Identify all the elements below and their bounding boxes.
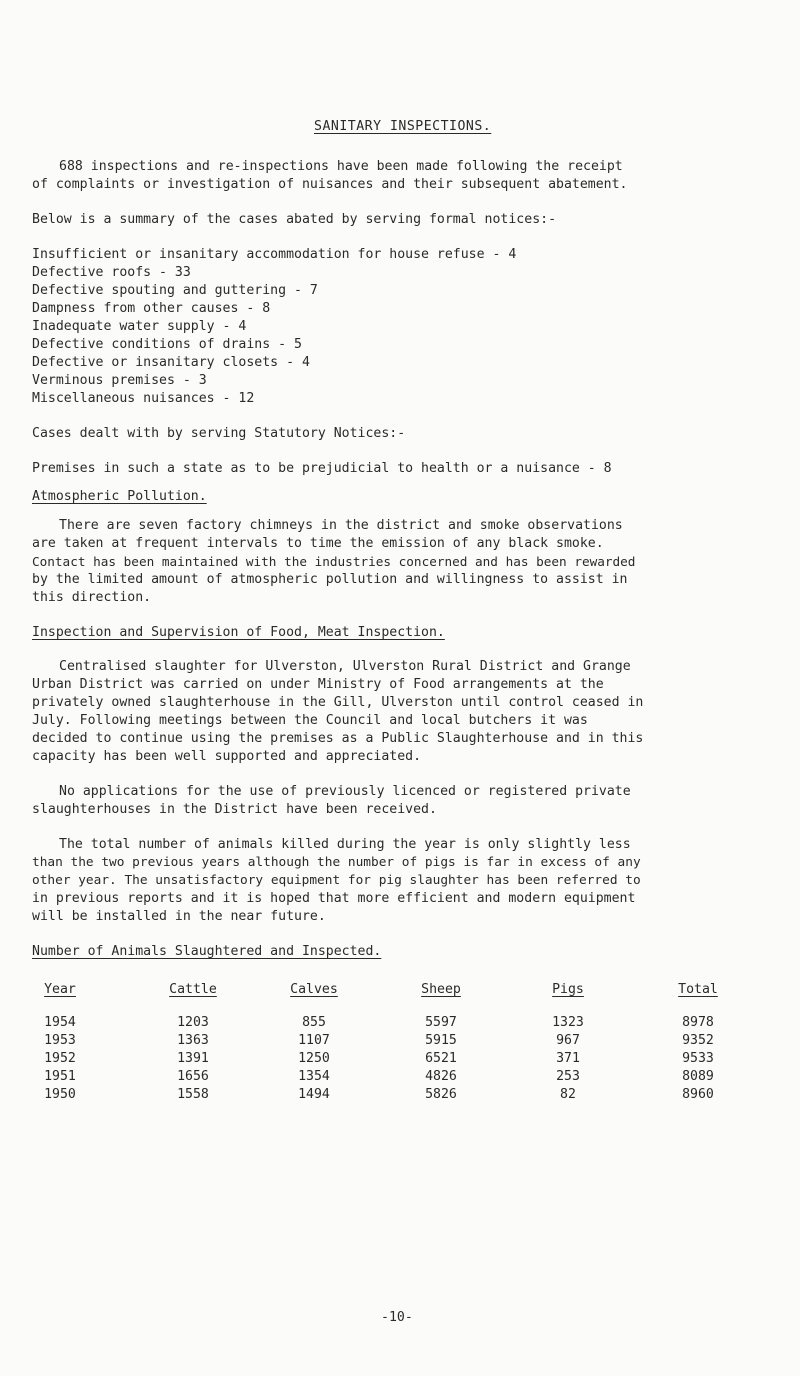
- table-heading: Number of Animals Slaughtered and Inspected.: [32, 944, 382, 959]
- food-p3-line-3: other year. The unsatisfactory equipment for pig slaughter has been referred to: [32, 873, 641, 888]
- list-item: Defective spouting and guttering - 7: [32, 283, 318, 298]
- food-p1-line-1: Centralised slaughter for Ulverston, Ulverston Rural District and Grange: [59, 659, 631, 674]
- cell-pigs: 253: [556, 1069, 580, 1084]
- cell-cattle: 1203: [177, 1015, 209, 1030]
- cell-calves: 1494: [298, 1087, 330, 1102]
- cell-calves: 1354: [298, 1069, 330, 1084]
- cell-cattle: 1558: [177, 1087, 209, 1102]
- list-item: Miscellaneous nuisances - 12: [32, 391, 255, 406]
- atmospheric-line-2: are taken at frequent intervals to time the emission of any black smoke.: [32, 536, 604, 551]
- table-row: [0, 1069, 800, 1087]
- food-p1-line-5: decided to continue using the premises as a Public Slaughterhouse and in this: [32, 731, 644, 746]
- table-row: [0, 1015, 800, 1033]
- intro-line-1: 688 inspections and re-inspections have been made following the receipt: [59, 159, 623, 174]
- cell-cattle: 1656: [177, 1069, 209, 1084]
- atmospheric-line-4: by the limited amount of atmospheric pollution and willingness to assist in: [32, 572, 628, 587]
- cell-year: 1953: [44, 1033, 76, 1048]
- cell-total: 8960: [682, 1087, 714, 1102]
- atmospheric-line-5: this direction.: [32, 590, 152, 605]
- cell-cattle: 1363: [177, 1033, 209, 1048]
- column-header-calves: Calves: [290, 982, 338, 997]
- cell-total: 8978: [682, 1015, 714, 1030]
- cell-year: 1952: [44, 1051, 76, 1066]
- cell-sheep: 5597: [425, 1015, 457, 1030]
- food-p2-line-2: slaughterhouses in the District have been received.: [32, 802, 437, 817]
- intro-line-2: of complaints or investigation of nuisances and their subsequent abatement.: [32, 177, 628, 192]
- list-item: Defective conditions of drains - 5: [32, 337, 302, 352]
- column-header-cattle: Cattle: [169, 982, 217, 997]
- food-p3-line-5: will be installed in the near future.: [32, 909, 326, 924]
- list-item: Verminous premises - 3: [32, 373, 207, 388]
- cell-calves: 1107: [298, 1033, 330, 1048]
- statutory-item: Premises in such a state as to be prejudicial to health or a nuisance - 8: [32, 461, 612, 476]
- cell-year: 1951: [44, 1069, 76, 1084]
- cell-sheep: 5915: [425, 1033, 457, 1048]
- food-p1-line-6: capacity has been well supported and appreciated.: [32, 749, 422, 764]
- food-p1-line-2: Urban District was carried on under Ministry of Food arrangements at the: [32, 677, 604, 692]
- cell-pigs: 1323: [552, 1015, 584, 1030]
- table-row: [0, 1087, 800, 1105]
- list-item: Inadequate water supply - 4: [32, 319, 247, 334]
- list-item: Insufficient or insanitary accommodation for house refuse - 4: [32, 247, 517, 262]
- cell-calves: 1250: [298, 1051, 330, 1066]
- atmospheric-line-3: Contact has been maintained with the industries concerned and has been rewarded: [32, 554, 636, 569]
- summary-intro: Below is a summary of the cases abated by serving formal notices:-: [32, 212, 557, 227]
- page-number: -10-: [381, 1310, 413, 1325]
- atmospheric-heading: Atmospheric Pollution.: [32, 489, 207, 504]
- table-row: [0, 1033, 800, 1051]
- cell-total: 9533: [682, 1051, 714, 1066]
- column-header-pigs: Pigs: [552, 982, 584, 997]
- cell-total: 9352: [682, 1033, 714, 1048]
- list-item: Defective or insanitary closets - 4: [32, 355, 310, 370]
- column-header-year: Year: [44, 982, 76, 997]
- column-header-total: Total: [678, 982, 718, 997]
- cell-sheep: 5826: [425, 1087, 457, 1102]
- food-p1-line-3: privately owned slaughterhouse in the Gill, Ulverston until control ceased in: [32, 695, 644, 710]
- table-row: [0, 1051, 800, 1069]
- page-title: SANITARY INSPECTIONS.: [314, 119, 492, 134]
- food-p3-line-4: in previous reports and it is hoped that more efficient and modern equipment: [32, 891, 636, 906]
- table-header-row: [0, 982, 800, 1000]
- cell-calves: 855: [302, 1015, 326, 1030]
- cell-year: 1954: [44, 1015, 76, 1030]
- food-p2-line-1: No applications for the use of previously licenced or registered private: [59, 784, 631, 799]
- cell-sheep: 4826: [425, 1069, 457, 1084]
- cell-total: 8089: [682, 1069, 714, 1084]
- cell-sheep: 6521: [425, 1051, 457, 1066]
- cell-year: 1950: [44, 1087, 76, 1102]
- statutory-intro: Cases dealt with by serving Statutory Notices:-: [32, 426, 406, 441]
- cell-pigs: 82: [560, 1087, 576, 1102]
- column-header-sheep: Sheep: [421, 982, 461, 997]
- food-p3-line-2: than the two previous years although the number of pigs is far in excess of any: [32, 855, 641, 870]
- food-heading: Inspection and Supervision of Food, Meat Inspection.: [32, 625, 445, 640]
- cell-pigs: 371: [556, 1051, 580, 1066]
- food-p1-line-4: July. Following meetings between the Council and local butchers it was: [32, 713, 588, 728]
- cell-pigs: 967: [556, 1033, 580, 1048]
- cell-cattle: 1391: [177, 1051, 209, 1066]
- atmospheric-line-1: There are seven factory chimneys in the district and smoke observations: [59, 518, 623, 533]
- list-item: Defective roofs - 33: [32, 265, 191, 280]
- list-item: Dampness from other causes - 8: [32, 301, 271, 316]
- food-p3-line-1: The total number of animals killed during the year is only slightly less: [59, 837, 631, 852]
